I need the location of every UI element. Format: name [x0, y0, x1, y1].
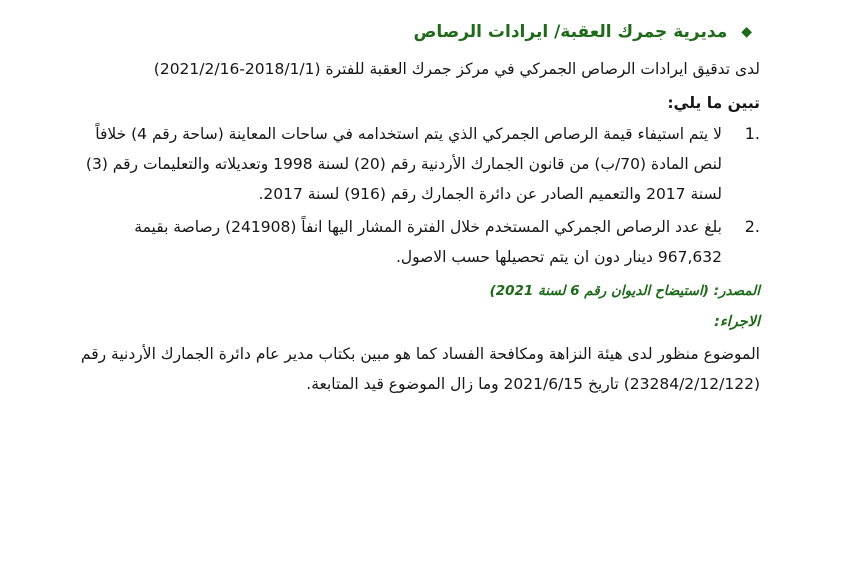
procedure-line-2: (23284/2/12/122) تاريخ 2021/6/15 وما زال الموضوع قيد المتابعة. [306, 375, 760, 393]
procedure-line-1: الموضوع منظور لدى هيئة النزاهة ومكافحة الفساد كما هو مبين بكتاب مدير عام دائرة الجمارك الأردنية رقم [80, 345, 760, 363]
diamond-bullet-icon: ◆ [741, 24, 752, 40]
procedure-label: الاجراء: [714, 314, 760, 330]
item-2-line-1: بلغ عدد الرصاص الجمركي المستخدم خلال الفترة المشار اليها انفاً (241908) رصاصة بقيمة [134, 218, 722, 236]
section-heading [414, 22, 752, 42]
item-number-1: 1. [744, 124, 760, 143]
section-title: مديرية جمرك العقبة/ ايرادات الرصاص [413, 22, 728, 42]
item-1-line-2: لنص المادة (70/ب) من قانون الجمارك الأردنية رقم (20) لسنة 1998 وتعديلاته والتعليمات رقم (3) [85, 155, 722, 173]
item-1-line-1: لا يتم استيفاء قيمة الرصاص الجمركي الذي يتم استخدامه في ساحات المعاينة (ساحة رقم 4) خلافاً [95, 125, 722, 143]
item-2-line-2: 967,632 دينار دون ان يتم تحصيلها حسب الاصول. [395, 248, 722, 266]
intro-line-2: تبين ما يلي: [667, 94, 760, 112]
item-number-2: 2. [744, 217, 760, 236]
intro-line-1: لدى تدقيق ايرادات الرصاص الجمركي في مركز جمرك العقبة للفترة (2018/1/1-2021/2/16) [153, 60, 760, 78]
item-1-line-3: لسنة 2017 والتعميم الصادر عن دائرة الجمارك رقم (916) لسنة 2017. [258, 185, 722, 203]
source-note: المصدر: (استيضاح الديوان رقم 6 لسنة 2021) [489, 283, 760, 299]
